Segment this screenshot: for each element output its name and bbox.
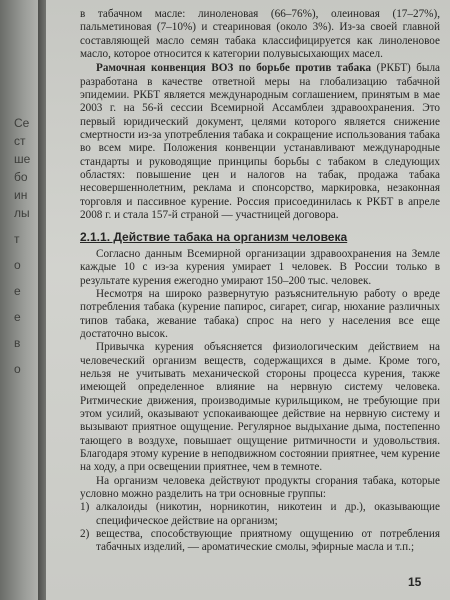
- page-number: 15: [408, 575, 422, 589]
- list: [80, 501, 440, 554]
- margin-fragment: е: [14, 310, 21, 324]
- paragraph-text: (РКБТ) была разработана в качестве ответной меры на глобализацию табачной эпидемии. РКБТ является международным соглашением, принятым в мае 2003 г. на 56-й сессии Всемирной Ассамблеи здравоохранения. Это первый юридический документ, целями которого является снижение смертности из-за употребления табака и сокращение использования табака во всем мире. Положения конвенции устанавливают международные стандарты и руководящие принципы борьбы с табаком в следующих областях: повышение цен и налогов на табак, продажа табака несовершеннолетним, реклама и спонсорство, маркировка, незаконная торговля и пассивное курение. Россия присоединилась к РКБТ в апреле 2008 г. и стала 157-й страной — участницей договора.: [80, 62, 440, 222]
- previous-page-edge: [0, 0, 40, 600]
- margin-fragment: Се: [14, 116, 30, 130]
- list-number: 2): [80, 528, 90, 541]
- margin-fragment: ст: [14, 134, 26, 148]
- paragraph: [80, 62, 440, 222]
- paragraph: Несмотря на широко развернутую разъяснительную работу о вреде потребления табака (курение папирос, сигарет, сигар, нюхание различных типов табака, жевание табака) спрос на него у населения все еще достаточно высок.: [80, 287, 440, 340]
- list-text: алкалоиды (никотин, норникотин, никотеин и др.), оказывающие специфическое действие на организм;: [96, 501, 440, 527]
- paragraph: в табачном масле: линоленовая (66–76%), олеиновая (17–27%), пальметиновая (7–10%) и стеариновая (около 3%). Из-за своей главной составляющей масло семян табака классифицируется как линоленовое масло, которое относится к категории полувысыхающих масел.: [80, 8, 440, 61]
- list-item: [80, 501, 440, 528]
- list-item: [80, 528, 440, 555]
- margin-fragment: ше: [14, 152, 31, 166]
- paragraph: Согласно данным Всемирной организации здравоохранения на Земле каждые 10 с из-за курения умирает 1 человек. В России только в результате курения ежегодно умирают 150–200 тыс. человек.: [80, 247, 440, 287]
- page-content: [80, 8, 440, 555]
- margin-fragment: бо: [14, 170, 28, 184]
- paragraph: Привычка курения объясняется физиологическим действием на человеческий организм веществ, содержащихся в дыме. Кроме того, нельзя не учитывать механической стороны процесса курения, также имеющей определенное влияние на нервную систему человека. Ритмические движения, производимые курильщиком, не требующие при этом усилий, оказывают успокаивающее действие на нервную систему и вызывают приятное ощущение. Регулярное выдыхание дыма, постепенно тающего в воздухе, повышает ощущение ритмичности и удовольствия. Благодаря этому курение в неподвижном состоянии приятнее, чем курение на ходу, а при освещении приятнее, чем в темноте.: [80, 341, 440, 474]
- margin-fragment: е: [14, 284, 21, 298]
- margin-fragment: о: [14, 258, 21, 272]
- bold-term: Рамочная конвенция ВОЗ по борьбе против табака: [96, 62, 372, 75]
- margin-fragment: в: [14, 336, 21, 350]
- list-number: 1): [80, 501, 90, 514]
- list-text: вещества, способствующие приятному ощущению от потребления табачных изделий, — ароматические смолы, эфирные масла и т.п.;: [96, 528, 440, 554]
- margin-fragment: лы: [14, 206, 30, 220]
- book-page: [46, 0, 450, 600]
- margin-fragment: ин: [14, 188, 28, 202]
- margin-fragment: т: [14, 232, 20, 246]
- paragraph: На организм человека действуют продукты сгорания табака, которые условно можно разделить на три основные группы:: [80, 474, 440, 501]
- margin-fragment: о: [14, 362, 21, 376]
- section-heading: 2.1.1. Действие табака на организм человека: [80, 229, 348, 244]
